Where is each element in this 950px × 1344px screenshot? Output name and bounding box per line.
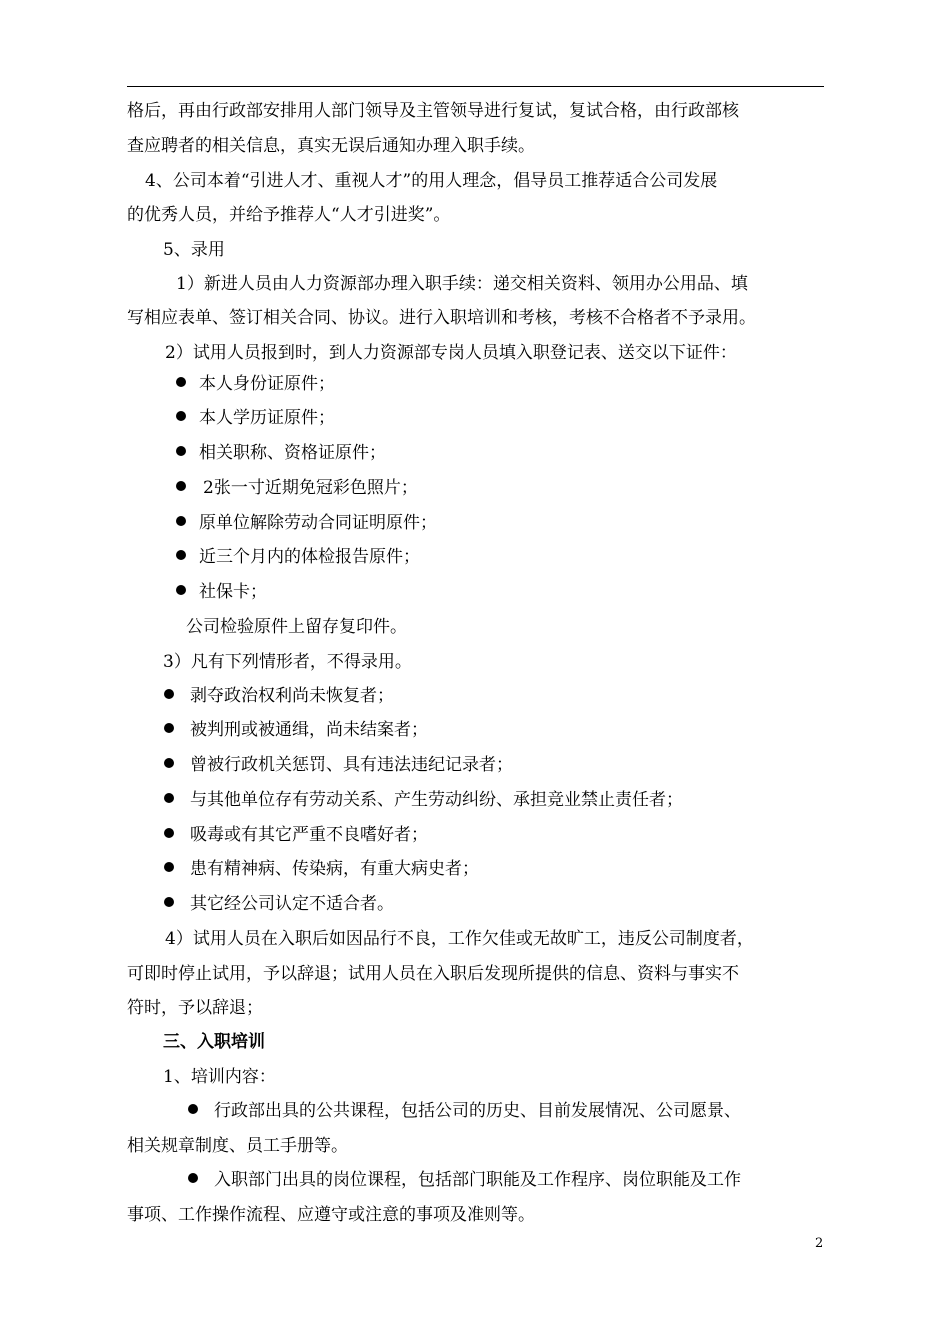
list-item: 本人身份证原件；: [199, 374, 335, 394]
list-item: 社保卡；: [199, 582, 267, 602]
list-item: 其它经公司认定不适合者。: [190, 894, 394, 914]
section-heading: 5、录用: [163, 240, 225, 260]
paragraph-line: 符时，予以辞退；: [127, 998, 263, 1018]
bullet-icon: [176, 550, 186, 560]
list-item: 行政部出具的公共课程，包括公司的历史、目前发展情况、公司愿景、: [214, 1101, 741, 1121]
list-item: 被判刑或被通缉，尚未结案者；: [190, 720, 428, 740]
paragraph-line: 的优秀人员，并给予推荐人“人才引进奖”。: [127, 205, 451, 225]
paragraph-line: 公司检验原件上留存复印件。: [186, 617, 407, 637]
list-item: 本人学历证原件；: [199, 408, 335, 428]
bullet-icon: [176, 516, 186, 526]
paragraph-line: 查应聘者的相关信息，真实无误后通知办理入职手续。: [127, 136, 535, 156]
bullet-icon: [164, 828, 174, 838]
bullet-icon: [176, 411, 186, 421]
header-rule: [127, 86, 824, 87]
section-heading: 1、培训内容：: [163, 1067, 276, 1087]
paragraph-line: 格后，再由行政部安排用人部门领导及主管领导进行复试，复试合格，由行政部核: [127, 101, 739, 121]
list-item: 患有精神病、传染病，有重大病史者；: [190, 859, 479, 879]
list-item: 原单位解除劳动合同证明原件；: [199, 513, 437, 533]
list-item: 与其他单位存有劳动关系、产生劳动纠纷、承担竞业禁止责任者；: [190, 790, 683, 810]
bullet-icon: [164, 862, 174, 872]
bullet-icon: [188, 1173, 198, 1183]
list-item-continuation: 事项、工作操作流程、应遵守或注意的事项及准则等。: [127, 1205, 535, 1225]
bullet-icon: [164, 793, 174, 803]
list-item: 剥夺政治权利尚未恢复者；: [190, 686, 394, 706]
paragraph-line: 4、公司本着“引进人才、重视人才”的用人理念，倡导员工推荐适合公司发展: [145, 171, 718, 191]
bullet-icon: [176, 446, 186, 456]
list-item: 近三个月内的体检报告原件；: [199, 547, 420, 567]
list-item: 入职部门出具的岗位课程，包括部门职能及工作程序、岗位职能及工作: [214, 1170, 741, 1190]
list-item-continuation: 相关规章制度、员工手册等。: [127, 1136, 348, 1156]
list-item: 相关职称、资格证原件；: [199, 443, 386, 463]
paragraph-line: 2）试用人员报到时，到人力资源部专岗人员填入职登记表、送交以下证件：: [165, 343, 737, 363]
paragraph-line: 可即时停止试用，予以辞退；试用人员在入职后发现所提供的信息、资料与事实不: [127, 964, 739, 984]
paragraph-line: 1）新进人员由人力资源部办理入职手续：递交相关资料、领用办公用品、填: [176, 274, 748, 294]
paragraph-line: 3）凡有下列情形者，不得录用。: [163, 652, 412, 672]
bullet-icon: [176, 481, 186, 491]
list-item: 曾被行政机关惩罚、具有违法违纪记录者；: [190, 755, 513, 775]
page-number: 2: [815, 1236, 824, 1251]
paragraph-line: 4）试用人员在入职后如因品行不良，工作欠佳或无故旷工，违反公司制度者，: [165, 929, 754, 949]
bullet-icon: [164, 897, 174, 907]
bullet-icon: [164, 689, 174, 699]
bullet-icon: [176, 585, 186, 595]
bullet-icon: [164, 723, 174, 733]
bullet-icon: [164, 758, 174, 768]
chapter-heading: 三、入职培训: [163, 1032, 265, 1052]
list-item: 2张一寸近期免冠彩色照片；: [203, 478, 418, 498]
paragraph-line: 写相应表单、签订相关合同、协议。进行入职培训和考核，考核不合格者不予录用。: [127, 308, 756, 328]
bullet-icon: [176, 377, 186, 387]
bullet-icon: [188, 1104, 198, 1114]
list-item: 吸毒或有其它严重不良嗜好者；: [190, 825, 428, 845]
